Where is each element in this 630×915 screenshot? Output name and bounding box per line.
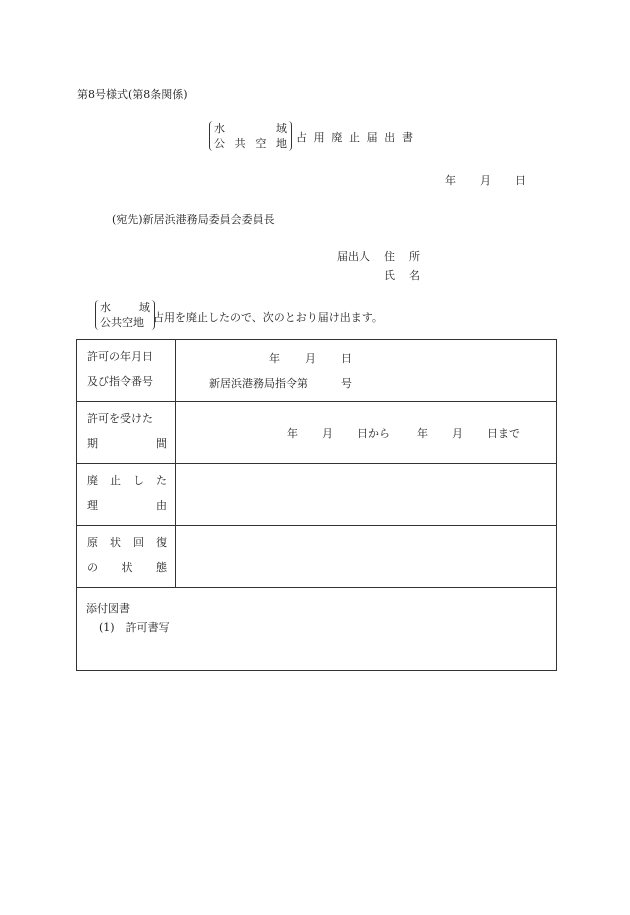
table-row-restoration (77, 526, 557, 588)
date-year: 年 (445, 174, 456, 187)
permit-year: 年 (269, 352, 280, 365)
title-bracket (209, 121, 292, 151)
addressee: (宛先)新居浜港務局委員会委員長 (112, 213, 275, 226)
document-title: 占 用 廃 止 届 出 書 (296, 131, 413, 144)
restoration-label-line2: の 状 態 (87, 561, 167, 574)
statement-bracket-line2: 公共空地 (100, 316, 144, 329)
period-to-month: 月 (452, 427, 463, 440)
statement-bracket (95, 300, 155, 330)
reason-label-line2: 理 由 (87, 499, 167, 512)
attachment-item-1: (1) 許可書写 (99, 621, 170, 634)
table-row-permit-period (77, 402, 557, 464)
date-month: 月 (480, 174, 491, 187)
table-row-permit-date (77, 340, 557, 402)
form-number: 第8号様式(第8条関係) (77, 88, 188, 101)
permit-day: 日 (341, 352, 352, 365)
table-row-reason (77, 464, 557, 526)
attachments-cell[interactable] (77, 588, 557, 671)
permit-period-label-line2: 期 間 (87, 437, 167, 450)
period-from-day: 日から (357, 427, 390, 440)
period-from-month: 月 (322, 427, 333, 440)
order-number-prefix: 新居浜港務局指令第 (209, 377, 308, 390)
period-to-year: 年 (417, 427, 428, 440)
reason-label-cell (77, 464, 176, 526)
permit-date-label-line2: 及び指令番号 (87, 375, 153, 388)
permit-month: 月 (305, 352, 316, 365)
permit-date-value-cell[interactable] (176, 340, 557, 402)
statement-text: 占用を廃止したので、次のとおり届け出ます。 (153, 311, 383, 324)
restoration-label-line1: 原 状 回 復 (87, 536, 167, 549)
applicant-name-label: 氏 名 (384, 269, 420, 282)
period-from-year: 年 (287, 427, 298, 440)
permit-period-label-line1: 許可を受けた (87, 412, 153, 425)
title-bracket-line2: 公 共 空 地 (214, 137, 287, 150)
restoration-value-cell[interactable] (176, 526, 557, 588)
period-to-day: 日まで (487, 427, 520, 440)
reason-value-cell[interactable] (176, 464, 557, 526)
statement-bracket-line1: 水 域 (100, 301, 150, 314)
notification-table (76, 339, 557, 671)
attachments-heading: 添付図書 (86, 602, 130, 615)
permit-period-label-cell (77, 402, 176, 464)
permit-date-label-line1: 許可の年月日 (87, 350, 153, 363)
order-number-suffix: 号 (341, 377, 352, 390)
title-bracket-line1: 水 域 (214, 122, 287, 135)
permit-date-label-cell (77, 340, 176, 402)
restoration-label-cell (77, 526, 176, 588)
applicant-label: 届出人 (337, 250, 370, 263)
table-row-attachments (77, 588, 557, 671)
date-day: 日 (515, 174, 526, 187)
reason-label-line1: 廃 止 し た (87, 474, 167, 487)
permit-period-value-cell[interactable] (176, 402, 557, 464)
applicant-address-label: 住 所 (384, 250, 420, 263)
